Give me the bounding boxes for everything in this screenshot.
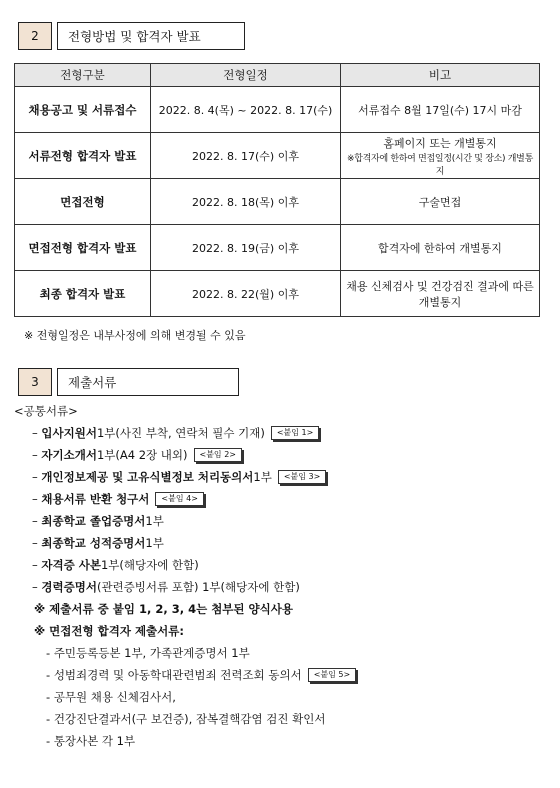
dash: - [46,646,51,660]
date-cell: 2022. 8. 17(수) 이후 [151,133,341,179]
section-number: 2 [18,22,52,50]
attachment-tag: <붙임 4> [155,492,204,506]
note-cell: 채용 신체검사 및 건강검진 결과에 따른 개별통지 [341,271,540,317]
dash: – [32,492,38,506]
item-name: 최종학교 졸업증명서 [41,514,146,528]
note-cell [341,133,540,179]
note-cell: 구술면접 [341,179,540,225]
list-item [32,469,326,485]
item-name: 경력증명서 [41,580,97,594]
schedule-table [14,63,540,317]
table-row [15,225,540,271]
item-detail: 1부 [145,514,164,528]
dash: – [32,536,38,550]
table-row [15,179,540,225]
list-item [46,667,356,683]
table-row [15,133,540,179]
attachment-tag: <붙임 1> [271,426,320,440]
list-item [46,645,250,661]
column-header: 전형일정 [151,64,341,87]
dash: - [46,734,51,748]
item-name: 최종학교 성적증명서 [41,536,146,550]
list-item [32,513,164,529]
date-cell: 2022. 8. 19(금) 이후 [151,225,341,271]
table-row [15,87,540,133]
item-text: 건강진단결과서(구 보건증), 잠복결핵감염 검진 확인서 [53,712,326,726]
dash: - [46,668,51,682]
list-item [46,689,176,705]
section-3-header [18,368,239,396]
item-text: 통장사본 각 1부 [53,734,136,748]
dash: – [32,580,38,594]
list-item [32,535,164,551]
item-name: 채용서류 반환 청구서 [41,492,150,506]
date-cell: 2022. 8. 22(월) 이후 [151,271,341,317]
item-detail: (관련증빙서류 포함) 1부(해당자에 한함) [96,580,300,594]
dash: – [32,514,38,528]
note-cell: 서류접수 8월 17일(수) 17시 마감 [341,87,540,133]
section-title: 제출서류 [57,368,239,396]
item-text: 공무원 채용 신체검사서, [53,690,176,704]
dash: - [46,690,51,704]
common-documents-heading: <공통서류> [14,404,78,418]
item-text: 주민등록등본 1부, 가족관계증명서 1부 [53,646,250,660]
dash: – [32,558,38,572]
list-item [32,447,242,463]
note-cell: 합격자에 한하여 개별통지 [341,225,540,271]
item-detail: 1부(A4 2장 내외) [96,448,188,462]
attachment-note: ※ 제출서류 중 붙임 1, 2, 3, 4는 첨부된 양식사용 [34,602,293,616]
list-item [46,711,325,727]
column-header: 전형구분 [15,64,151,87]
item-name: 입사지원서 [41,426,97,440]
schedule-footnote: ※ 전형일정은 내부사정에 의해 변경될 수 있음 [24,329,246,342]
item-detail: 1부 [145,536,164,550]
table-row [15,271,540,317]
list-item [32,491,204,507]
stage-cell: 채용공고 및 서류접수 [15,87,151,133]
item-detail: 1부(사진 부착, 연락처 필수 기재) [96,426,265,440]
list-item [32,579,300,595]
dash: – [32,470,38,484]
item-name: 개인정보제공 및 고유식별정보 처리동의서 [41,470,254,484]
section-2-header [18,22,245,50]
dash: - [46,712,51,726]
item-name: 자격증 사본 [41,558,101,572]
section-title: 전형방법 및 합격자 발표 [57,22,245,50]
note-small-text: ※합격자에 한하여 면접일정(시간 및 장소) 개별통지 [347,153,533,177]
attachment-tag: <붙임 3> [278,470,327,484]
interview-documents-heading: ※ 면접전형 합격자 제출서류: [34,624,184,638]
stage-cell: 면접전형 [15,179,151,225]
stage-cell: 면접전형 합격자 발표 [15,225,151,271]
date-cell: 2022. 8. 18(목) 이후 [151,179,341,225]
column-header: 비고 [341,64,540,87]
list-item [32,557,199,573]
note-text: 홈페이지 또는 개별통지 [383,136,497,150]
dash: – [32,426,38,440]
item-text: 성범죄경력 및 아동학대관련범죄 전력조회 동의서 [53,668,302,682]
dash: – [32,448,38,462]
date-cell: 2022. 8. 4(목) ~ 2022. 8. 17(수) [151,87,341,133]
table-header-row [15,64,540,87]
list-item [32,425,319,441]
stage-cell: 서류전형 합격자 발표 [15,133,151,179]
item-detail: 1부(해당자에 한함) [100,558,199,572]
attachment-tag: <붙임 2> [194,448,243,462]
item-detail: 1부 [253,470,272,484]
section-number: 3 [18,368,52,396]
item-name: 자기소개서 [41,448,97,462]
attachment-tag: <붙임 5> [308,668,357,682]
stage-cell: 최종 합격자 발표 [15,271,151,317]
list-item [46,733,135,749]
